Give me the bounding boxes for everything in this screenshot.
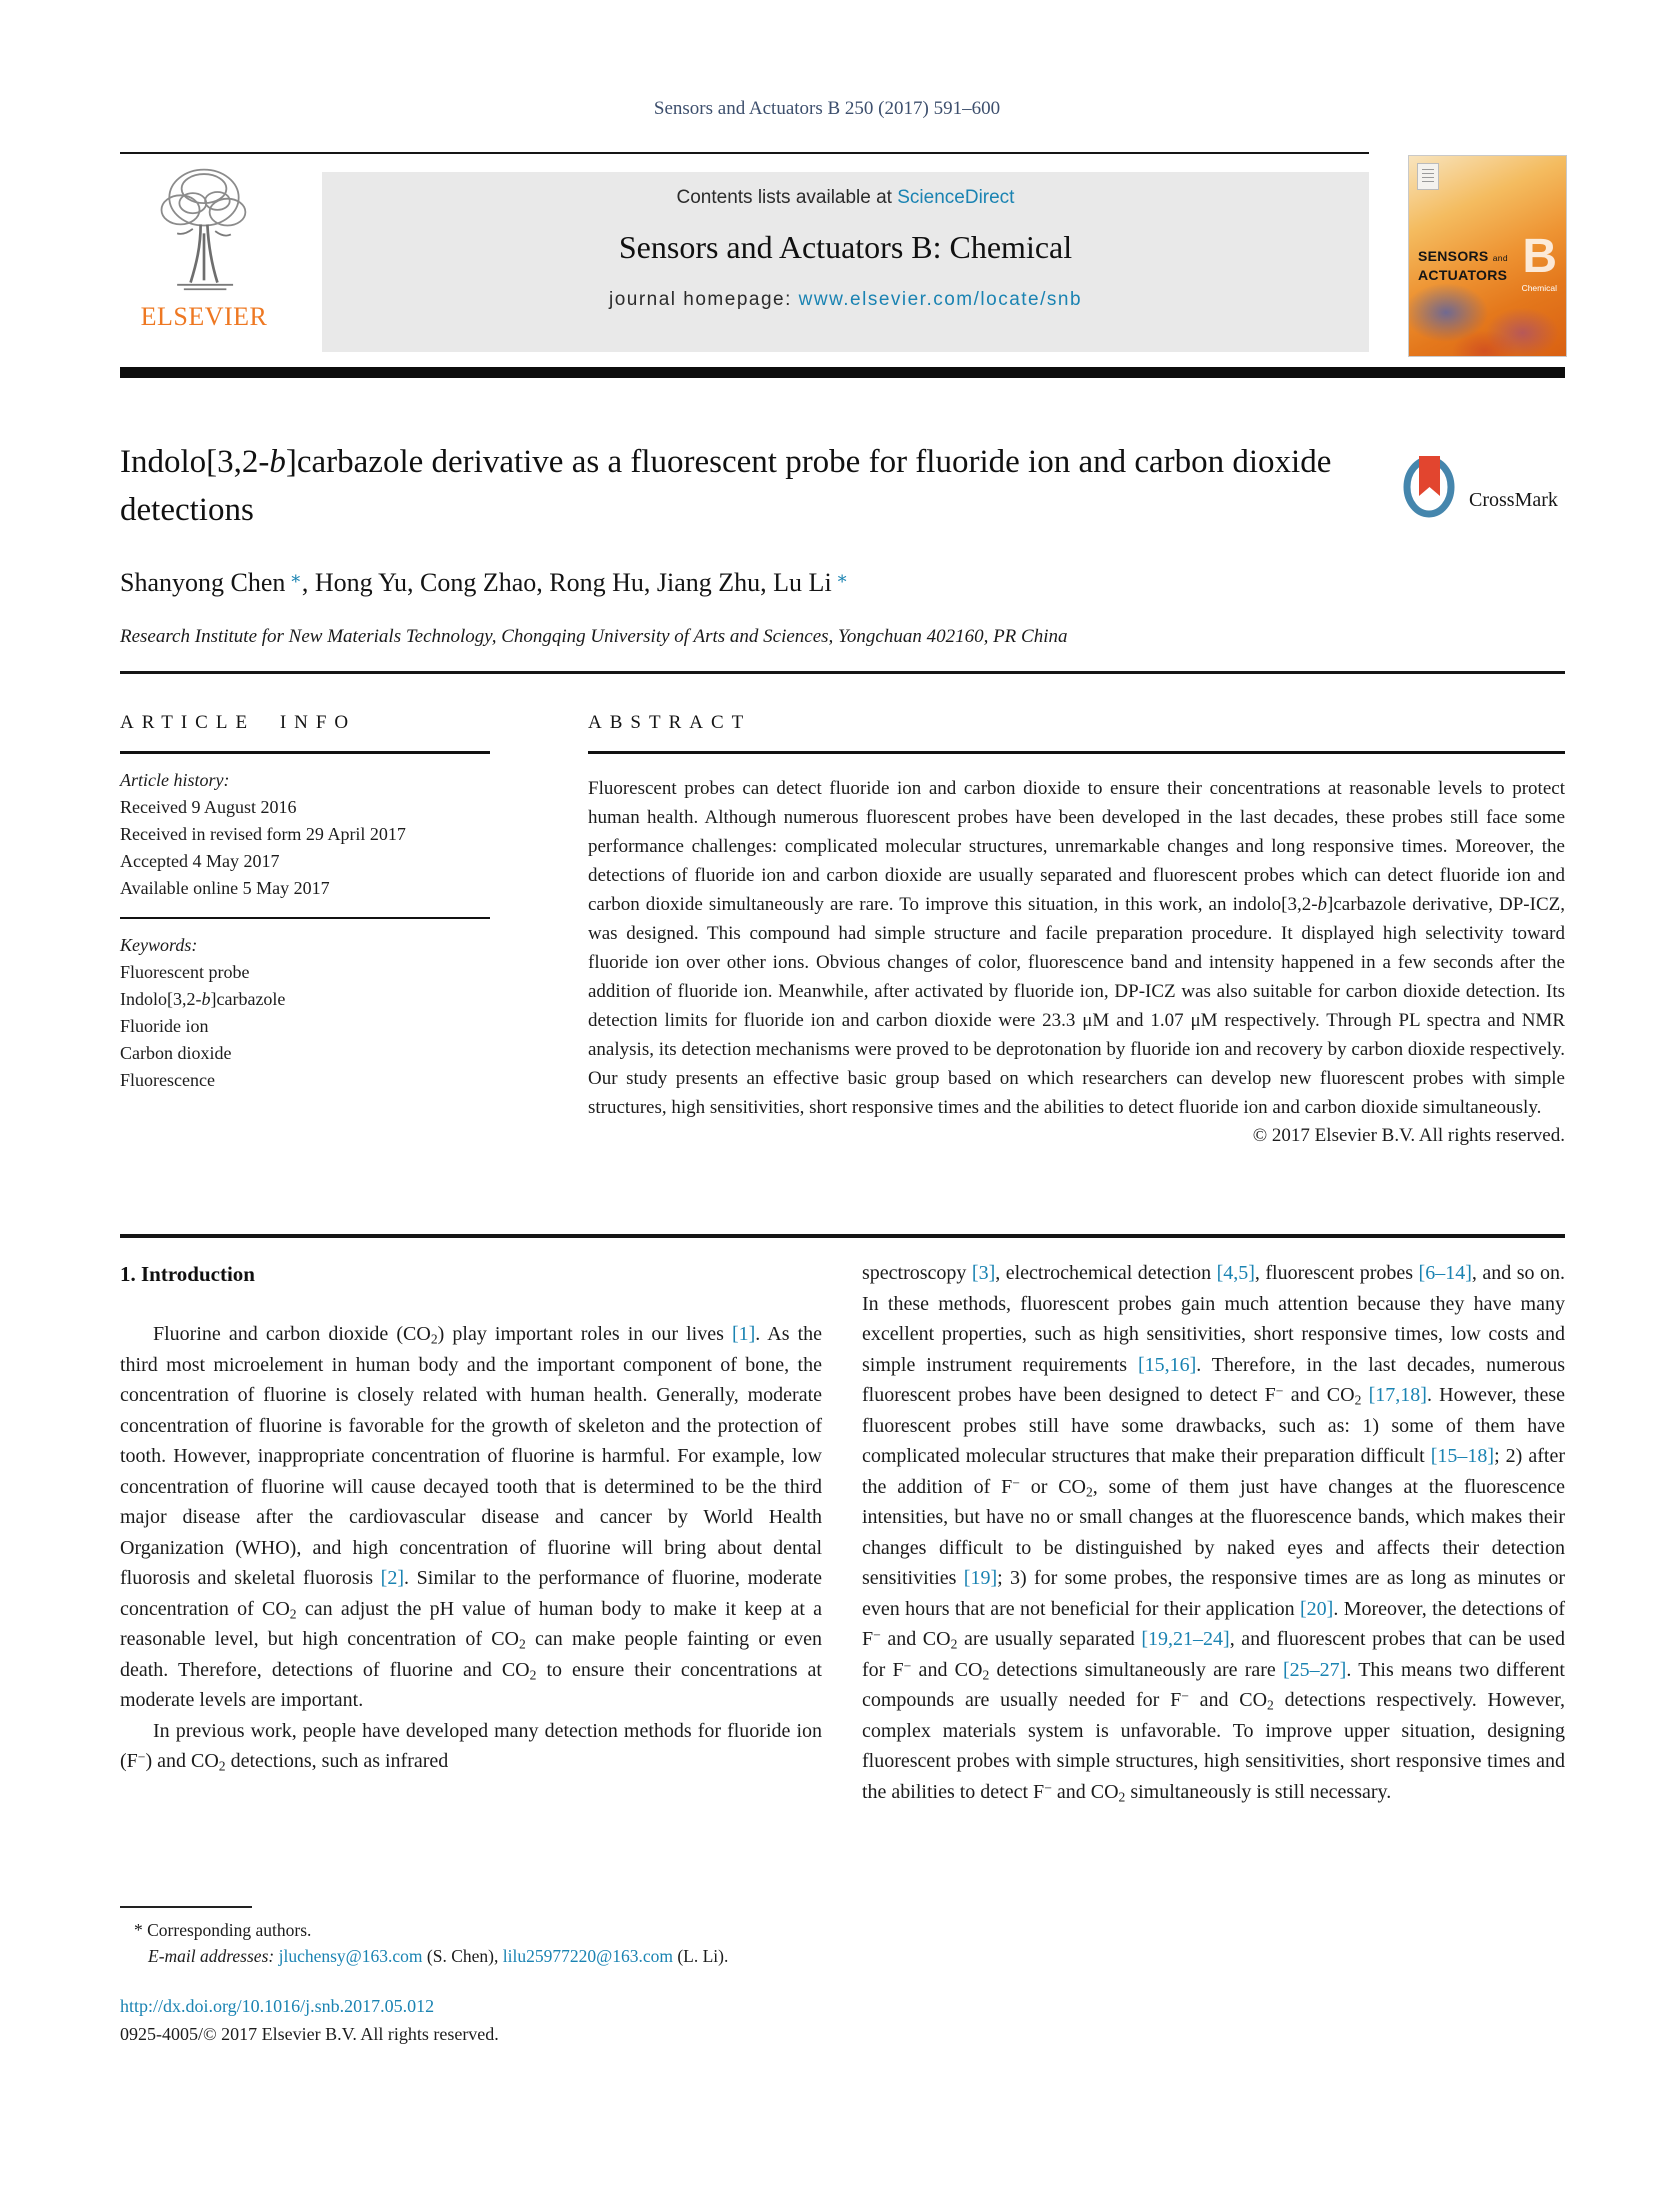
journal-cover-thumbnail[interactable] bbox=[1408, 155, 1567, 357]
crossmark-icon bbox=[1402, 507, 1464, 524]
keyword-item: Fluoride ion bbox=[120, 1016, 209, 1036]
article-info-heading-rule bbox=[120, 751, 490, 754]
article-title: Indolo[3,2-b]carbazole derivative as a fluorescent probe for fluoride ion and carbon dioxide detections bbox=[120, 444, 1332, 528]
elsevier-logo[interactable] bbox=[118, 164, 290, 356]
email-addresses[interactable]: E-mail addresses: jluchensy@163.com (S. Chen), lilu25977220@163.com (L. Li). bbox=[148, 1946, 729, 1966]
body-right-column bbox=[862, 1258, 1565, 1807]
section-heading-introduction: 1. Introduction bbox=[120, 1262, 255, 1286]
keywords-label: Keywords: bbox=[120, 935, 198, 955]
keyword-item: Fluorescent probe bbox=[120, 962, 250, 982]
history-revised: Received in revised form 29 April 2017 bbox=[120, 824, 406, 844]
elsevier-tree-icon bbox=[148, 283, 260, 300]
cover-subtitle: Chemical bbox=[1521, 283, 1557, 293]
journal-header-box bbox=[322, 172, 1369, 352]
header-bottom-rule bbox=[120, 367, 1565, 378]
footnote-rule bbox=[120, 1906, 252, 1908]
keyword-item: Carbon dioxide bbox=[120, 1043, 232, 1063]
body-left-column bbox=[120, 1258, 822, 1777]
intro-paragraph: In previous work, people have developed many detection methods for fluoride ion (F−) and $CO_2$ detections, such as infrared bbox=[120, 1719, 822, 1774]
contents-available-line[interactable]: Contents lists available at ScienceDirect bbox=[676, 187, 1015, 208]
history-accepted: Accepted 4 May 2017 bbox=[120, 851, 280, 871]
intro-paragraph: spectroscopy [3], electrochemical detection [4,5], fluorescent probes [6–14], and so on. In these methods, fluorescent probes gain much attention because they have many excellent properties, such as high sensitivities, short responsive times, low costs and simple instrument requirements [15,16]. Therefore, in the last decades, numerous fluorescent probes have been designed to detect F− and $CO_2$ [17,18]. However, these fluorescent probes still have some drawbacks, such as: 1) some of them have complicated molecular structures that make their preparation difficult [15–18]; 2) after the addition of F− or $CO_2$, some of them just have changes at the fluorescence intensities, but have no or small changes at the fluorescence bands, which makes their changes difficult to be distinguished by naked eyes and affects their detection sensitivities [19]; 3) for some probes, the responsive times are as long as minutes or even hours that are not beneficial for their application [20]. Moreover, the detections of F− and $CO_2$ are usually separated [19,21–24], and fluorescent probes that can be used for F− and $CO_2$ detections simultaneously are rare [25–27]. This means two different compounds are usually needed for F− and $CO_2$ detections respectively. However, complex materials system is unfavorable. To improve upper situation, designing fluorescent probes with simple structures, high sensitivities, short responsive times and the abilities to detect F− and $CO_2$ simultaneously is still necessary. bbox=[862, 1262, 1566, 1804]
abstract-copyright: © 2017 Elsevier B.V. All rights reserved. bbox=[1252, 1125, 1565, 1146]
elsevier-wordmark: ELSEVIER bbox=[140, 302, 268, 331]
history-received: Received 9 August 2016 bbox=[120, 797, 297, 817]
keyword-item: Fluorescence bbox=[120, 1070, 215, 1090]
crossmark-badge[interactable] bbox=[1402, 450, 1572, 528]
corresponding-authors-note: * Corresponding authors. bbox=[134, 1920, 312, 1940]
crossmark-label: CrossMark bbox=[1469, 489, 1558, 511]
abstract-heading-rule bbox=[588, 751, 1565, 754]
article-info-heading: ARTICLE INFO bbox=[120, 712, 357, 733]
keyword-item: Indolo[3,2-b]carbazole bbox=[120, 989, 286, 1009]
info-divider-rule bbox=[120, 917, 490, 919]
cover-brand-text: SENSORS and ACTUATORS bbox=[1418, 248, 1508, 283]
abstract-heading: ABSTRACT bbox=[588, 712, 752, 733]
header-top-rule bbox=[120, 152, 1369, 154]
journal-homepage-link[interactable]: journal homepage: www.elsevier.com/locate/snb bbox=[608, 289, 1083, 310]
issn-copyright-line: 0925-4005/© 2017 Elsevier B.V. All rights reserved. bbox=[120, 2024, 499, 2044]
body-top-rule bbox=[120, 1234, 1565, 1238]
article-history-label: Article history: bbox=[120, 770, 230, 790]
cover-letter-b: B bbox=[1522, 230, 1557, 283]
history-online: Available online 5 May 2017 bbox=[120, 878, 330, 898]
intro-paragraph: Fluorine and carbon dioxide $(CO_2)$ play important roles in our lives [1]. As the third most microelement in human body and the important component of bone, the concentration of fluorine is closely related with human health. Generally, moderate concentration of fluorine is favorable for the growth of skeleton and the protection of tooth. However, inappropriate concentration of fluorine is harmful. For example, low concentration of fluorine will cause decayed tooth that is determined to be the third major disease after the cardiovascular disease and cancer by World Health Organization (WHO), and high concentration of fluorine will bring about dental fluorosis and skeletal fluorosis [2]. Similar to the performance of fluorine, moderate concentration of $CO_2$ can adjust the pH value of human body to make it keep at a reasonable level, but high concentration of $CO_2$ can make people fainting or even death. Therefore, detections of fluorine and $CO_2$ to ensure their concentrations at moderate levels are important. bbox=[120, 1323, 823, 1711]
affiliation: Research Institute for New Materials Technology, Chongqing University of Arts and Sciences, Yongchuan 402160, PR China bbox=[120, 626, 1068, 647]
info-section-top-rule bbox=[120, 671, 1565, 674]
journal-title: Sensors and Actuators B: Chemical bbox=[618, 229, 1073, 265]
doi-link[interactable]: http://dx.doi.org/10.1016/j.snb.2017.05.012 bbox=[120, 1996, 435, 2016]
footer-block bbox=[120, 1992, 499, 2048]
author-list: Shanyong Chen ∗, Hong Yu, Cong Zhao, Rong Hu, Jiang Zhu, Lu Li ∗ bbox=[120, 567, 849, 597]
cover-elsevier-mini-logo-icon bbox=[1417, 163, 1439, 190]
abstract-column bbox=[588, 712, 1565, 1147]
footnote-block bbox=[120, 1906, 822, 1969]
article-info-column bbox=[120, 712, 490, 1094]
journal-citation-header[interactable]: Sensors and Actuators B 250 (2017) 591–600 bbox=[653, 98, 1001, 119]
abstract-text: Fluorescent probes can detect fluoride ion and carbon dioxide to ensure their concentrations at reasonable levels to protect human health. Although numerous fluorescent probes have been developed in the last decades, these probes still face some performance challenges: complicated molecular structures, unremarkable changes and long responsive times. Moreover, the detections of fluoride ion and carbon dioxide are usually separated and fluorescent probes which can detect fluoride ion and carbon dioxide simultaneously are rare. To improve this situation, in this work, an indolo[3,2-b]carbazole derivative, DP-ICZ, was designed. This compound had simple structure and facile preparation procedure. It displayed high selectivity toward fluoride ion over other ions. Obvious changes of color, fluorescence band and intensity happened in a few seconds after the addition of fluoride ion. Meanwhile, after activated by fluoride ion, DP-ICZ was also suitable for carbon dioxide detection. Its detection limits for fluoride ion and carbon dioxide were 23.3 μM and 1.07 μM respectively. Through PL spectra and NMR analysis, its detection mechanisms were proved to be deprotonation by fluoride ion and recovery by carbon dioxide respectively. Our study presents an effective basic group based on which researchers can develop new fluorescent probes with simple structures, high sensitivities, short responsive times and the abilities to detect fluoride ion and carbon dioxide simultaneously. bbox=[588, 778, 1565, 1118]
